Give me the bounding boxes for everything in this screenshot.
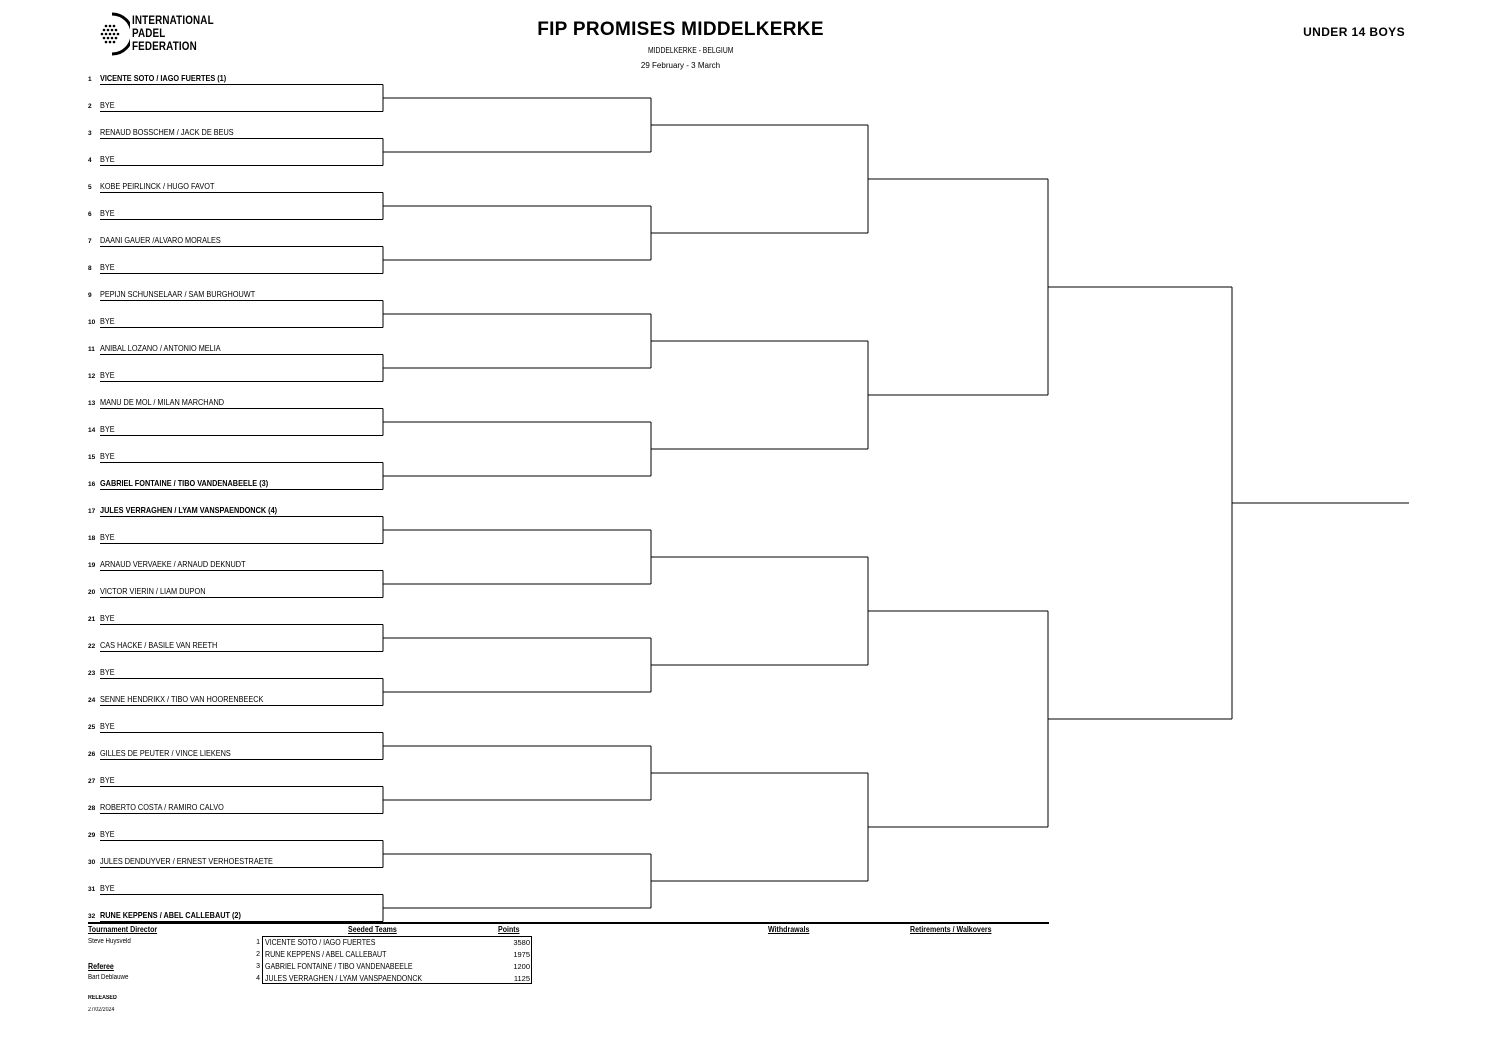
seed-points: 1200 <box>513 962 530 971</box>
draw-entry <box>88 667 117 678</box>
seed-team: GABRIEL FONTAINE / TIBO VANDENABEELE <box>265 962 413 971</box>
draw-entry <box>88 397 244 408</box>
entry-number: 3 <box>88 130 92 137</box>
entry-team: RENAUD BOSSCHEM / JACK DE BEUS <box>100 127 234 137</box>
draw-entry <box>88 181 233 192</box>
draw-entry <box>88 100 117 111</box>
draw-entry <box>88 208 117 219</box>
draw-entry <box>88 640 236 651</box>
draw-entry <box>88 505 306 516</box>
entry-number: 7 <box>88 238 92 245</box>
entry-number: 13 <box>88 400 96 407</box>
entry-number: 15 <box>88 454 96 461</box>
seed-team: JULES VERRAGHEN / LYAM VANSPAENDONCK <box>265 974 423 983</box>
draw-entry <box>88 694 290 705</box>
entry-number: 24 <box>88 697 96 704</box>
draw-entry <box>88 721 117 732</box>
entry-number: 18 <box>88 535 96 542</box>
entry-team: DAANI GAUER /ALVARO MORALES <box>100 235 221 245</box>
entry-number: 4 <box>88 157 92 164</box>
entry-team: BYE <box>100 775 115 785</box>
entry-number: 8 <box>88 265 92 272</box>
entry-team: KOBE PEIRLINCK / HUGO FAVOT <box>100 181 215 191</box>
entry-number: 16 <box>88 481 96 488</box>
entry-number: 32 <box>88 913 96 920</box>
entry-number: 5 <box>88 184 92 191</box>
released-label: RELEASED <box>88 995 117 1001</box>
seed-number: 3 <box>256 963 260 970</box>
entry-team: BYE <box>100 532 115 542</box>
seed-points: 3580 <box>513 938 530 947</box>
entry-team: VICTOR VIERIN / LIAM DUPON <box>100 586 206 596</box>
entry-team: BYE <box>100 613 115 623</box>
draw-entry <box>88 613 117 624</box>
entry-team: ROBERTO COSTA / RAMIRO CALVO <box>100 802 224 812</box>
entry-team: GILLES DE PEUTER / VINCE LIEKENS <box>100 748 231 758</box>
draw-entry <box>88 883 117 894</box>
draw-entry <box>88 343 240 354</box>
entry-number: 6 <box>88 211 92 218</box>
entry-team: BYE <box>100 667 115 677</box>
seed-points: 1125 <box>513 974 530 983</box>
draw-entry <box>88 262 117 273</box>
entry-number: 9 <box>88 292 92 299</box>
entry-number: 1 <box>88 76 92 83</box>
entry-number: 26 <box>88 751 96 758</box>
draw-entry <box>88 316 117 327</box>
entry-number: 21 <box>88 616 96 623</box>
draw-entry <box>88 775 117 786</box>
entry-team: BYE <box>100 370 115 380</box>
referee-label: Referee <box>88 962 114 971</box>
entry-team: JULES VERRAGHEN / LYAM VANSPAENDONCK (4) <box>100 505 278 515</box>
draw-category: UNDER 14 BOYS <box>1303 25 1405 39</box>
seeded-teams-label: Seeded Teams <box>348 925 397 934</box>
entry-number: 27 <box>88 778 96 785</box>
draw-entry <box>88 829 117 840</box>
draw-entry <box>88 559 269 570</box>
referee-name: Bart Deblauwe <box>88 974 129 981</box>
entry-number: 10 <box>88 319 96 326</box>
draw-entry <box>88 451 117 462</box>
entry-team: SENNE HENDRIKX / TIBO VAN HOORENBEECK <box>100 694 264 704</box>
tournament-title-text: FIP PROMISES MIDDELKERKE <box>537 19 824 40</box>
entry-number: 28 <box>88 805 96 812</box>
entry-team: GABRIEL FONTAINE / TIBO VANDENABEELE (3) <box>100 478 269 488</box>
seed-points: 1975 <box>513 950 530 959</box>
entry-team: JULES DENDUYVER / ERNEST VERHOESTRAETE <box>100 856 273 866</box>
entry-team: BYE <box>100 451 115 461</box>
director-name: Steve Huysveld <box>88 938 131 945</box>
entry-number: 12 <box>88 373 96 380</box>
draw-entry <box>88 802 244 813</box>
entry-number: 23 <box>88 670 96 677</box>
fip-logo-text: INTERNATIONAL PADEL FEDERATION <box>132 13 214 53</box>
entry-team: ARNAUD VERVAEKE / ARNAUD DEKNUDT <box>100 559 246 569</box>
entry-team: ANIBAL LOZANO / ANTONIO MELIA <box>100 343 221 353</box>
tournament-dates-text: 29 February - 3 March <box>640 61 721 70</box>
entry-number: 29 <box>88 832 96 839</box>
entry-team: VICENTE SOTO / IAGO FUERTES (1) <box>100 73 227 83</box>
entry-number: 25 <box>88 724 96 731</box>
entry-team: BYE <box>100 100 115 110</box>
entry-team: BYE <box>100 721 115 731</box>
draw-entry <box>88 127 255 138</box>
draw-entry <box>88 73 247 84</box>
director-label: Tournament Director <box>88 925 158 934</box>
entry-team: BYE <box>100 154 115 164</box>
draw-entry <box>88 370 117 381</box>
entry-team: BYE <box>100 262 115 272</box>
entry-team: BYE <box>100 829 115 839</box>
entry-team: MANU DE MOL / MILAN MARCHAND <box>100 397 225 407</box>
seed-number: 4 <box>256 975 260 982</box>
draw-entry <box>88 856 301 867</box>
entry-team: PEPIJN SCHUNSELAAR / SAM BURGHOUWT <box>100 289 256 299</box>
seed-number: 1 <box>256 939 260 946</box>
released-date: 27/02/2024 <box>88 1007 115 1013</box>
entry-team: BYE <box>100 208 115 218</box>
entry-number: 31 <box>88 886 96 893</box>
draw-entry <box>88 424 117 435</box>
entry-number: 20 <box>88 589 96 596</box>
draw-entry <box>88 586 223 597</box>
entry-team: BYE <box>100 316 115 326</box>
entry-team: BYE <box>100 883 115 893</box>
retirements-label: Retirements / Walkovers <box>910 925 992 934</box>
points-label: Points <box>498 925 520 934</box>
entry-number: 22 <box>88 643 96 650</box>
entry-number: 11 <box>88 346 95 353</box>
draw-entry <box>88 235 240 246</box>
draw-entry <box>88 532 117 543</box>
seed-team: RUNE KEPPENS / ABEL CALLEBAUT <box>265 950 387 959</box>
entry-team: RUNE KEPPENS / ABEL CALLEBAUT (2) <box>100 910 241 920</box>
draw-entry <box>88 154 117 165</box>
draw-entry <box>88 289 280 300</box>
entry-team: CAS HACKE / BASILE VAN REETH <box>100 640 218 650</box>
entry-team: BYE <box>100 424 115 434</box>
seed-team: VICENTE SOTO / IAGO FUERTES <box>265 938 376 947</box>
tournament-location-text: MIDDELKERKE - BELGIUM <box>648 46 734 55</box>
entry-number: 2 <box>88 103 92 110</box>
entry-number: 19 <box>88 562 96 569</box>
draw-entry <box>88 910 264 921</box>
withdrawals-label: Withdrawals <box>768 925 810 934</box>
draw-entry <box>88 748 252 759</box>
entry-number: 30 <box>88 859 96 866</box>
entry-number: 14 <box>88 427 96 434</box>
draw-entry <box>88 478 296 489</box>
entry-number: 17 <box>88 508 96 515</box>
seed-number: 2 <box>256 951 260 958</box>
